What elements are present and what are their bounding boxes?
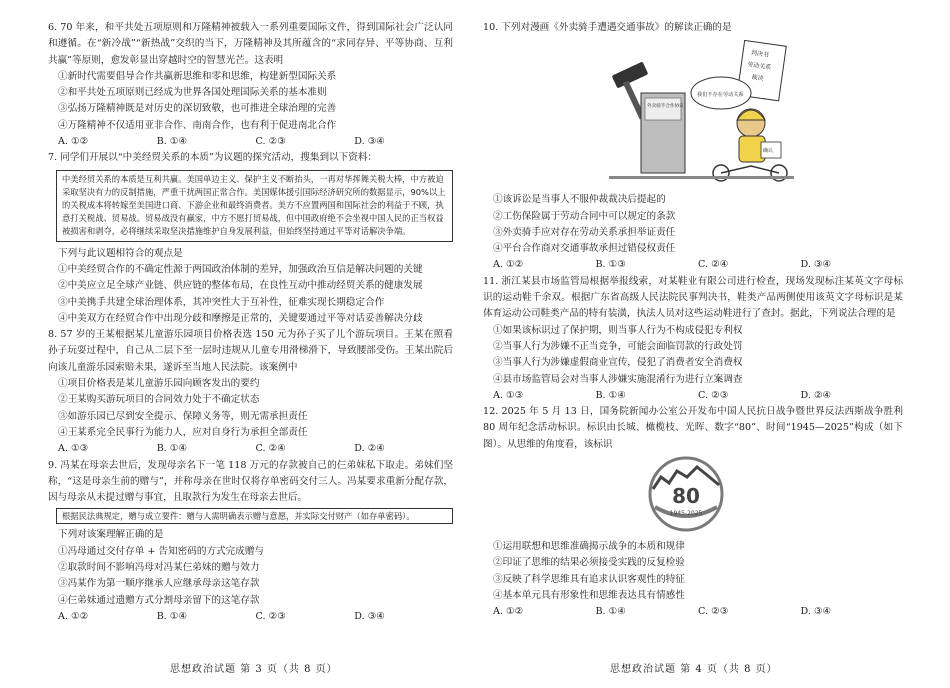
choice-a[interactable]: A. ①② [493, 606, 524, 618]
question-10-choices [483, 257, 903, 273]
question-7-material-box: 中美经贸关系的本质是互利共赢。美国单边主义、保护主义不断抬头，一再对华挥舞关税大棒，中方被迫采取坚决有力的反制措施，严重干扰两国正常合作。美国媒体援引国际经济研究所的数据显示，90%以上的关税成本将转嫁至美国进口商、下游企业和最终消费者。美方不应置两国和国际社会的利益于不顾，执意打关税战、贸易战。贸易战没有赢家，中方不愿打贸易战，但中国政府绝不会坐视中国人民的正当权益被损害和剥夺，必将继续采取坚决措施维护自身发展利益，但始终坚持通过平等对话解决争端。 [56, 170, 453, 242]
choice-d[interactable]: D. ③④ [800, 259, 832, 271]
choice-c[interactable]: C. ②③ [255, 136, 286, 148]
choice-d[interactable]: D. ③④ [800, 606, 832, 618]
choice-b[interactable]: B. ①④ [595, 389, 626, 401]
choice-b[interactable]: B. ①④ [156, 136, 188, 148]
question-11-item-3: ③当事人行为涉嫌虚假商业宣传，侵犯了消费者安全消费权 [493, 357, 743, 369]
choice-c[interactable]: C. ②③ [698, 606, 729, 618]
emblem-number: 80 [672, 484, 700, 509]
question-6-item-3: ③弘扬万隆精神既是对历史的深切致敬，也可推进全球治理的完善 [58, 103, 337, 115]
question-7-item-2: ②中美应立足全球产业链、供应链的整体布局，在良性互动中推动经贸关系的健康发展 [58, 280, 423, 292]
question-10 [483, 20, 903, 274]
question-10-item-3: ③外卖骑手应对存在劳动关系承担举证责任 [493, 226, 676, 238]
question-8-stem: 8. 57 岁的王某根据某儿童游乐园项目价格表选 150 元为孙子买了儿个游玩项目。王某在照看孙子玩耍过程中，自己从二层下至一层时违规从儿童专用滑梯滑下，导致腰部受伤。王某出院后向该儿童游乐园索赔未果，遂诉至当地人民法院。该案例中 [48, 329, 453, 373]
question-11-choices [483, 388, 903, 404]
question-8-item-2: ②王某购买游玩项目的合同效力处于不确定状态 [58, 394, 260, 406]
question-7-item-3: ③中美携手共建全球治理体系，其冲突性大于互补性，征难实现长期稳定合作 [58, 296, 385, 308]
question-10-item-1: ①该诉讼是当事人不服仲裁裁决后提起的 [493, 194, 666, 206]
cartoon-agreement-label: 外卖骑手合作协议 [647, 104, 684, 110]
choice-c[interactable]: C. ②④ [255, 443, 286, 455]
choice-a[interactable]: A. ①③ [493, 389, 524, 401]
question-12-item-2: ②印证了思维的结果必须接受实践的反复检验 [493, 557, 685, 569]
question-7-item-4: ④中美双方在经贸合作中出现分歧和摩擦是正常的，关键要通过平等对话妥善解决分歧 [58, 312, 423, 324]
choice-d[interactable]: D. ②④ [800, 389, 832, 401]
question-10-item-2: ②工伤保险属于劳动合同中可以规定的条款 [493, 210, 676, 222]
choice-b[interactable]: B. ①④ [156, 610, 188, 622]
question-10-item-4: ④平台合作商对交通事故承担过错侵权责任 [493, 243, 676, 255]
question-7 [48, 150, 453, 327]
question-6-choices [48, 134, 453, 150]
choice-b[interactable]: B. ①④ [595, 606, 626, 618]
question-8-item-3: ③如游乐园已尽到安全提示、保障义务等，则无需承担责任 [58, 410, 308, 422]
right-page [483, 20, 903, 621]
question-9-choices [48, 609, 453, 625]
question-11-item-1: ①如果该标识过了保护期，则当事人行为不构成侵犯专利权 [493, 324, 743, 336]
question-11-item-4: ④县市场监管局会对当事人涉嫌实施混淆行为进行立案调查 [493, 373, 743, 385]
question-9-lead: 下列对该案理解正确的是 [58, 529, 164, 541]
question-7-stem: 7. 同学们开展以“中美经贸关系的本质”为议题的探究活动，搜集到以下资料： [48, 152, 378, 164]
choice-d[interactable]: D. ③④ [354, 136, 385, 148]
question-9 [48, 458, 453, 626]
left-page [48, 20, 453, 625]
question-12-item-1: ①运用联想和思维准确揭示战争的本质和规律 [493, 541, 685, 553]
choice-a[interactable]: A. ①② [493, 259, 524, 271]
delivery-rider-cartoon [601, 38, 801, 188]
anniversary-emblem [641, 455, 731, 533]
cartoon-confirm-label: 确认 [763, 148, 774, 155]
question-8 [48, 327, 453, 457]
question-9-material-box: 根据民法典规定，赠与成立要件：赠与人需明确表示赠与意愿，并实际交付财产（如存单密码）。 [56, 508, 453, 524]
question-11-item-2: ②当事人行为涉嫌不正当竞争，可能会面临罚款的行政处罚 [493, 340, 743, 352]
question-9-item-2: ②取款时间不影响冯母对冯某仨弟妹的赠与效力 [58, 562, 260, 574]
emblem-years: 1945-2025 [669, 510, 703, 518]
question-7-item-1: ①中美经贸合作的不确定性源于两国政治体制的差异，加强政治互信是解决问题的关键 [58, 263, 423, 275]
question-12-item-4: ④基本单元具有形象性和思维表达具有情感性 [493, 589, 685, 601]
question-6-item-2: ②和平共处五项原则已经成为世界各国处理国际关系的基本准则 [58, 87, 327, 99]
question-12-choices [483, 604, 903, 620]
cartoon-speech-bubble-text: 我们不存在劳动关系 [697, 92, 744, 99]
question-12-stem: 12. 2025 年 5 月 13 日，国务院新闻办公室公开发布中国人民抗日战争暨世界反法西斯战争胜利 80 周年纪念活动标识。标识由长城、橄榄枝、光晖、数字“80”、时间“1945—2025”构成（如下图）。从思维的角度看，该标识 [483, 406, 903, 450]
choice-a[interactable]: A. ①③ [58, 443, 89, 455]
question-11-stem: 11. 浙江某县市场监管局根据举报线索，对某鞋业有限公司进行检查，现场发现标注某英文字母标识的运动鞋千余双。根据广东省高级人民法院民事判决书，鞋类产品两侧使用该英文字母标识是某体育运动公司鞋类产品的特有装潢，执法人员对这些运动鞋进行了查封。据此，下列说法合理的是 [483, 275, 903, 320]
cartoon-ruling-label: 裁决 [751, 74, 765, 83]
question-8-item-4: ④王某系完全民事行为能力人，应对自身行为承担全部责任 [58, 426, 308, 438]
question-9-item-1: ①冯母通过交付存单 + 告知密码的方式完成赠与 [58, 545, 265, 557]
question-8-item-1: ①项目价格表是某儿童游乐园向顾客发出的要约 [58, 378, 260, 390]
cartoon-judgment-label: 判决书 [750, 49, 770, 60]
page-footer-right: 思想政治试题 第 4 页（共 8 页） [610, 664, 778, 675]
question-6-item-4: ④万隆精神不仅适用亚非合作、南南合作，也有利于促进南北合作 [58, 119, 337, 131]
question-6-stem: 6. 70 年来，和平共处五项原则和万隆精神被载入一系列重要国际文件，得到国际社会广泛认同和遵循。在“新冷战”“新热战”交织的当下，万隆精神及其所蕴含的“求同存异、平等协商、互利共赢”等原则，愈发彰显出穿越时空的智慧光芒。这表明 [48, 22, 453, 66]
choice-d[interactable]: D. ②④ [354, 443, 385, 455]
choice-c[interactable]: C. ②③ [255, 610, 286, 622]
choice-c[interactable]: C. ②③ [698, 389, 729, 401]
cartoon-labor-relation-label: 劳动关系 [746, 61, 772, 72]
question-8-choices [48, 441, 453, 457]
question-12 [483, 404, 903, 620]
choice-a[interactable]: A. ①② [58, 136, 89, 148]
question-6-item-1: ①新时代需要倡导合作共赢新思维和零和思维，构建新型国际关系 [58, 70, 337, 82]
choice-b[interactable]: B. ①④ [156, 443, 188, 455]
question-9-item-3: ③冯某作为第一顺序继承人应继承母亲这笔存款 [58, 578, 260, 590]
question-7-lead: 下列与此议题相符合的观点是 [58, 247, 183, 259]
question-9-stem: 9. 冯某在母亲去世后，发现母亲名下一笔 118 万元的存款被自己的仨弟妹私下取走。弟妹们坚称，“这是母亲生前的赠与”，并称母亲在世时仅将存单密码交付三人。冯某要求重新分配存款，因与母亲从未提过赠与事宜，且取款行为发生在母亲去世后。 [48, 459, 453, 504]
choice-b[interactable]: B. ①③ [595, 259, 626, 271]
question-12-item-3: ③反映了科学思维具有追求认识客观性的特征 [493, 573, 685, 585]
choice-d[interactable]: D. ③④ [354, 610, 385, 622]
question-6 [48, 20, 453, 150]
page-footer-left: 思想政治试题 第 3 页（共 8 页） [170, 664, 338, 675]
question-11 [483, 274, 903, 404]
question-10-stem: 10. 下列对漫画《外卖骑手遭遇交通事故》的解读正确的是 [483, 22, 732, 33]
choice-c[interactable]: C. ②④ [698, 259, 729, 271]
choice-a[interactable]: A. ①② [58, 610, 89, 622]
question-9-item-4: ④仨弟妹通过遗赠方式分割母亲留下的这笔存款 [58, 594, 260, 606]
